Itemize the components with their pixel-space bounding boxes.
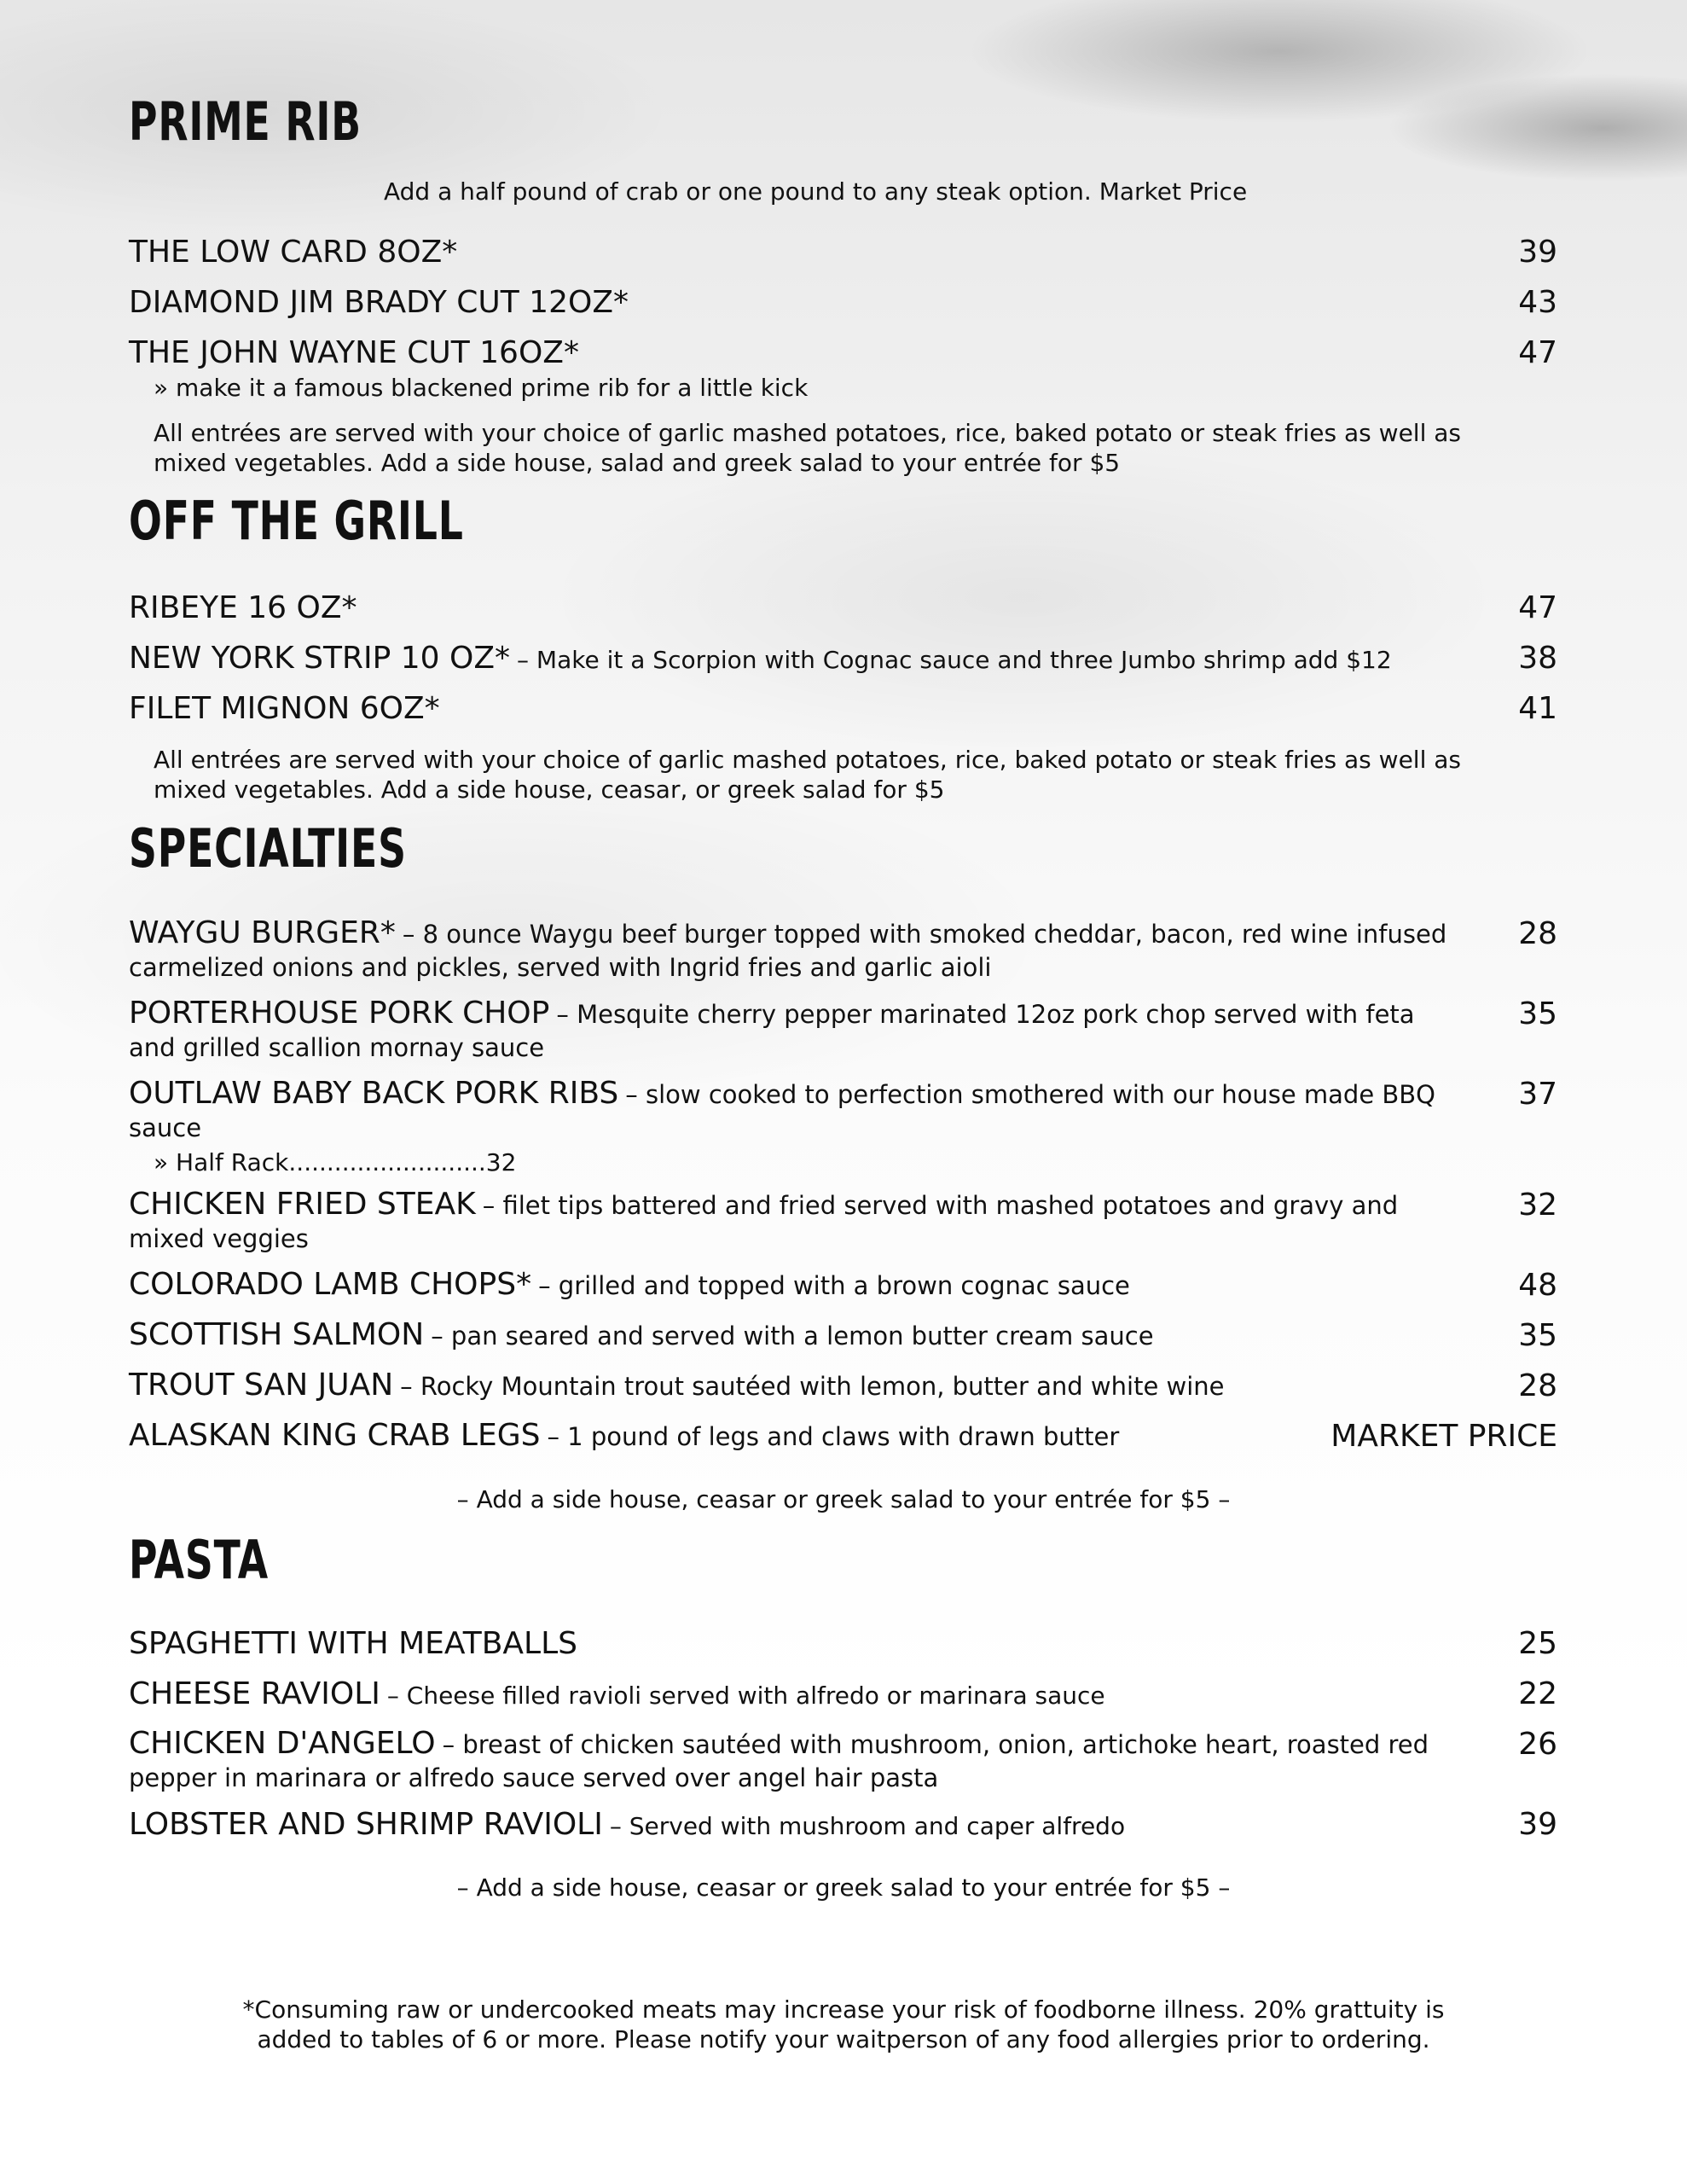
item-name: SPAGHETTI WITH MEATBALLS — [129, 1626, 578, 1661]
menu-item — [129, 641, 1557, 676]
item-description: – Served with mushroom and caper alfredo — [609, 1812, 1126, 1840]
item-description: – grilled and topped with a brown cognac sauce — [538, 1271, 1130, 1300]
item-description: – pan seared and served with a lemon butter cream sauce — [431, 1321, 1154, 1350]
item-name: THE LOW CARD 8OZ* — [129, 235, 458, 270]
item-price: 39 — [1518, 235, 1557, 270]
menu-item — [129, 1077, 1468, 1144]
item-price: 38 — [1518, 641, 1557, 676]
menu-item — [129, 1318, 1468, 1352]
item-name: CHICKEN D'ANGELO — [129, 1726, 436, 1761]
entree-sides-note: All entrées are served with your choice of garlic mashed potatoes, rice, baked potato or steak fries as well as mixed vegetables. Add a side house, salad and greek salad to your entrée for $5 — [154, 419, 1461, 478]
item-price: 35 — [1518, 996, 1557, 1031]
item-name: LOBSTER AND SHRIMP RAVIOLI — [129, 1807, 603, 1842]
section-heading-pasta: PASTA — [129, 1529, 269, 1591]
item-name: TROUT SAN JUAN — [129, 1368, 394, 1403]
item-name: CHEESE RAVIOLI — [129, 1676, 380, 1711]
menu-item — [129, 1626, 1557, 1661]
item-description: – Mesquite cherry pepper marinated 12oz pork chop served with feta and grilled scallion mornay sauce — [129, 1000, 1415, 1062]
menu-item — [129, 1268, 1468, 1302]
item-description: – Cheese filled ravioli served with alfredo or marinara sauce — [386, 1682, 1105, 1710]
item-price: 41 — [1518, 691, 1557, 726]
salad-addon-note: – Add a side house, ceasar or greek salad to your entrée for $5 – — [456, 1485, 1231, 1513]
menu-item — [129, 691, 1557, 726]
item-price: 22 — [1518, 1676, 1557, 1711]
item-price: 43 — [1518, 285, 1557, 320]
item-name: NEW YORK STRIP 10 OZ* — [129, 641, 511, 676]
menu-item — [129, 1727, 1468, 1794]
item-name: THE JOHN WAYNE CUT 16OZ* — [129, 335, 579, 370]
item-price: 47 — [1518, 590, 1557, 625]
menu-item — [129, 1419, 1468, 1453]
menu-item — [129, 335, 1557, 370]
item-description: – Rocky Mountain trout sautéed with lemon, butter and white wine — [400, 1372, 1225, 1401]
item-name: COLORADO LAMB CHOPS* — [129, 1267, 532, 1302]
item-description: – breast of chicken sautéed with mushroom, onion, artichoke heart, roasted red pepper in marinara or alfredo sauce served over angel hair pasta — [129, 1730, 1429, 1792]
menu-item — [129, 1676, 1557, 1711]
menu-item — [129, 1188, 1468, 1255]
disclaimer-line-2: added to tables of 6 or more. Please notify your waitperson of any food allergies prior to ordering. — [257, 2025, 1430, 2053]
menu-item — [129, 1368, 1468, 1403]
entree-sides-note: All entrées are served with your choice of garlic mashed potatoes, rice, baked potato or steak fries as well as mixed vegetables. Add a side house, ceasar, or greek salad for $5 — [154, 746, 1461, 804]
menu-item — [129, 285, 1557, 320]
item-description: – 8 ounce Waygu beef burger topped with smoked cheddar, bacon, red wine infused carmelized onions and pickles, served with Ingrid fries and garlic aioli — [129, 920, 1447, 982]
item-description: – filet tips battered and fried served with mashed potatoes and gravy and mixed veggies — [129, 1191, 1399, 1253]
item-name: OUTLAW BABY BACK PORK RIBS — [129, 1076, 619, 1111]
item-price: 25 — [1518, 1626, 1557, 1661]
item-name: ALASKAN KING CRAB LEGS — [129, 1418, 541, 1453]
item-price: 37 — [1518, 1077, 1557, 1112]
item-price: 26 — [1518, 1727, 1557, 1762]
section-heading-off-the-grill: OFF THE GRILL — [129, 490, 464, 552]
section-heading-prime-rib: PRIME RIB — [129, 90, 362, 153]
half-rack-option: » Half Rack..........................32 — [154, 1148, 517, 1176]
item-price: 28 — [1518, 916, 1557, 951]
menu-item — [129, 916, 1468, 984]
item-price: 48 — [1518, 1268, 1557, 1303]
item-name: WAYGU BURGER* — [129, 915, 396, 950]
menu-item — [129, 235, 1557, 270]
item-description: – slow cooked to perfection smothered with our house made BBQ sauce — [129, 1080, 1436, 1142]
item-name: DIAMOND JIM BRADY CUT 12OZ* — [129, 285, 629, 320]
item-price: MARKET PRICE — [1330, 1419, 1557, 1454]
menu-item — [129, 1807, 1557, 1842]
item-name: FILET MIGNON 6OZ* — [129, 691, 440, 726]
item-price: 35 — [1518, 1318, 1557, 1353]
blackened-note: » make it a famous blackened prime rib for a little kick — [154, 374, 809, 402]
item-name: SCOTTISH SALMON — [129, 1317, 425, 1352]
item-description: – 1 pound of legs and claws with drawn butter — [547, 1422, 1120, 1451]
item-price: 47 — [1518, 335, 1557, 370]
item-name: CHICKEN FRIED STEAK — [129, 1187, 476, 1222]
item-price: 28 — [1518, 1368, 1557, 1403]
menu-item — [129, 590, 1557, 625]
menu-item — [129, 996, 1468, 1064]
item-name: RIBEYE 16 OZ* — [129, 590, 357, 625]
crab-addon-note: Add a half pound of crab or one pound to any steak option. Market Price — [384, 177, 1248, 206]
item-price: 32 — [1518, 1188, 1557, 1223]
item-name: PORTERHOUSE PORK CHOP — [129, 996, 550, 1031]
disclaimer-line-1: *Consuming raw or undercooked meats may increase your risk of foodborne illness. 20% grattuity is — [242, 1995, 1445, 2024]
item-price: 39 — [1518, 1807, 1557, 1842]
section-heading-specialties: SPECIALTIES — [129, 817, 407, 880]
salad-addon-note: – Add a side house, ceasar or greek salad to your entrée for $5 – — [456, 1873, 1231, 1902]
item-description: – Make it a Scorpion with Cognac sauce and three Jumbo shrimp add $12 — [517, 646, 1392, 674]
